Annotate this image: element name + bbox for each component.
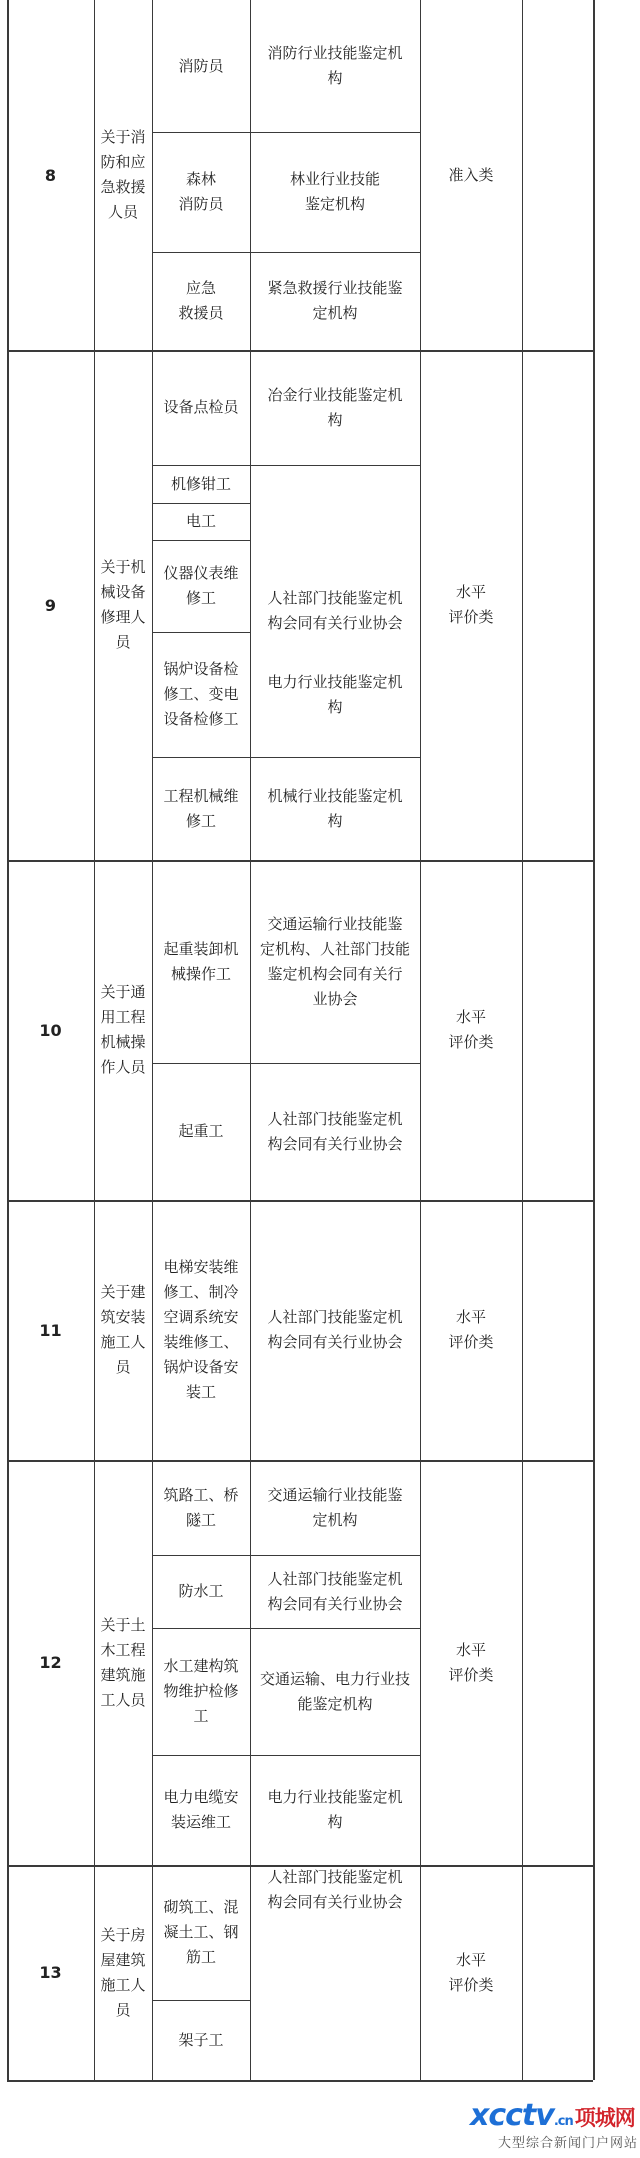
appraisal-agency-merged — [250, 465, 420, 757]
appraisal-agency-text: 冶金行业技能鉴定机 构 — [267, 385, 403, 429]
job-title-text: 起重装卸机 械操作工 — [163, 939, 239, 983]
row-category-text: 关于消 防和应 急救援 人员 — [100, 128, 146, 221]
appraisal-agency-merged-text: 人社部门技能鉴定机 构会同有关行业协会 — [267, 589, 403, 632]
job-title — [152, 503, 250, 540]
row-number-text: 12 — [39, 1653, 62, 1672]
appraisal-agency-text: 交通运输行业技能鉴 定机构、人社部门技能 鉴定机构会同有关行 业协会 — [259, 914, 410, 1008]
row-category — [94, 1865, 152, 2080]
row-number — [7, 0, 94, 350]
job-title-text: 筑路工、桥 隧工 — [163, 1485, 239, 1529]
row-category-text: 关于建 筑安装 施工人 员 — [100, 1283, 146, 1376]
row-category-text: 关于土 木工程 建筑施 工人员 — [100, 1615, 146, 1709]
job-title — [152, 2000, 250, 2080]
job-title — [152, 1460, 250, 1555]
qualification-type — [420, 860, 522, 1200]
qualification-type — [420, 1200, 522, 1460]
qualification-type — [420, 1865, 522, 2080]
row-category-text: 关于房 屋建筑 施工人 员 — [100, 1925, 146, 2019]
job-title — [152, 757, 250, 860]
row-number-text: 9 — [44, 595, 57, 615]
job-title-text: 机修钳工 — [170, 474, 231, 493]
row-number-text: 8 — [44, 165, 57, 185]
appraisal-agency — [250, 132, 420, 252]
appraisal-agency — [250, 1628, 420, 1755]
job-title-text: 工程机械维 修工 — [163, 786, 239, 830]
job-title-text: 设备点检员 — [163, 398, 239, 416]
table-border-right — [593, 0, 595, 2080]
appraisal-agency — [250, 1200, 420, 1460]
job-title — [152, 860, 250, 1063]
job-title — [152, 350, 250, 465]
row-category — [94, 860, 152, 1200]
appraisal-agency-text: 林业行业技能 鉴定机构 — [289, 170, 380, 213]
appraisal-agency — [250, 860, 420, 1063]
job-title — [152, 632, 250, 757]
job-title — [152, 1755, 250, 1865]
qualification-type-text: 水平 评价类 — [448, 1950, 494, 1994]
qualification-type-text: 水平 评价类 — [448, 583, 494, 626]
appraisal-agency-text: 电力行业技能鉴定机 构 — [267, 672, 403, 716]
watermark-tagline: 大型综合新闻门户网站 — [497, 2136, 638, 2151]
remarks-cell — [522, 860, 593, 1200]
job-title — [152, 465, 250, 503]
job-title-text: 应急 救援员 — [178, 279, 224, 322]
job-title-text: 砌筑工、混 凝土工、钢 筋工 — [163, 1898, 239, 1966]
appraisal-agency — [250, 1755, 420, 1865]
row-number-text: 10 — [39, 1020, 62, 1040]
qualification-type-text: 水平 评价类 — [448, 1640, 494, 1684]
job-title — [152, 252, 250, 350]
appraisal-agency — [250, 350, 420, 465]
remarks-cell — [522, 0, 593, 350]
job-title-text: 起重工 — [178, 1122, 224, 1140]
appraisal-agency — [250, 757, 420, 860]
remarks-cell — [522, 350, 593, 860]
row-number — [7, 1865, 94, 2080]
job-title — [152, 1555, 250, 1628]
watermark-logo — [470, 2100, 638, 2132]
row-category — [94, 1200, 152, 1460]
appraisal-agency-text: 机械行业技能鉴定机 构 — [267, 786, 403, 830]
job-title — [152, 0, 250, 132]
row-category — [94, 350, 152, 860]
job-title — [152, 1628, 250, 1755]
appraisal-agency-merged — [250, 1865, 420, 1915]
qualification-type-text: 水平 评价类 — [448, 1308, 494, 1351]
appraisal-agency-text: 紧急救援行业技能鉴 定机构 — [267, 279, 403, 322]
row-number — [7, 1200, 94, 1460]
row-number-text: 13 — [39, 1963, 62, 1982]
appraisal-agency-merged-text: 人社部门技能鉴定机 构会同有关行业协会 — [267, 1868, 403, 1911]
row-number — [7, 350, 94, 860]
appraisal-agency-text: 电力行业技能鉴定机 构 — [267, 1788, 403, 1831]
job-title — [152, 1063, 250, 1200]
row-category — [94, 1460, 152, 1865]
qualification-type-text: 准入类 — [448, 165, 494, 184]
row-number — [7, 1460, 94, 1865]
job-title — [152, 132, 250, 252]
job-title-text: 电力电缆安 装运维工 — [163, 1788, 239, 1831]
remarks-cell — [522, 1865, 593, 2080]
job-title-text: 防水工 — [178, 1582, 224, 1600]
remarks-cell — [522, 1200, 593, 1460]
job-title-text: 锅炉设备检 修工、变电 设备检修工 — [163, 660, 239, 728]
job-title — [152, 540, 250, 632]
appraisal-agency-text: 消防行业技能鉴定机 构 — [267, 44, 403, 87]
job-title-text: 森林 消防员 — [178, 170, 224, 213]
job-title-text: 架子工 — [178, 2030, 224, 2049]
job-title-text: 水工建构筑 物维护检修 工 — [163, 1657, 239, 1725]
row-category — [94, 0, 152, 350]
appraisal-agency — [250, 0, 420, 132]
row-category-text: 关于机 械设备 修理人 员 — [100, 558, 146, 651]
qualification-type-text: 水平 评价类 — [448, 1008, 494, 1051]
appraisal-agency-text: 人社部门技能鉴定机 构会同有关行业协会 — [267, 1109, 403, 1153]
appraisal-agency-text: 交通运输、电力行业技 能鉴定机构 — [259, 1669, 410, 1713]
appraisal-agency — [250, 252, 420, 350]
table-row-border — [7, 2080, 593, 2082]
watermark-logo-text: xcctv — [470, 2098, 554, 2133]
job-title-text: 电梯安装维 修工、制冷 空调系统安 装维修工、 锅炉设备安 装工 — [163, 1258, 239, 1401]
row-number-text: 11 — [39, 1320, 62, 1340]
watermark-logo-suffix: .cn — [553, 2114, 573, 2129]
job-title-text: 电工 — [185, 512, 216, 530]
qualification-type — [420, 350, 522, 860]
job-title-text: 仪器仪表维 修工 — [163, 564, 239, 607]
qualification-type — [420, 1460, 522, 1865]
appraisal-agency — [250, 1460, 420, 1555]
row-number — [7, 860, 94, 1200]
qualification-type — [420, 0, 522, 350]
appraisal-agency-text: 人社部门技能鉴定机 构会同有关行业协会 — [267, 1308, 403, 1351]
appraisal-agency — [250, 1063, 420, 1200]
job-title — [152, 1865, 250, 2000]
watermark-site-name: 项城网 — [574, 2106, 635, 2130]
remarks-cell — [522, 1460, 593, 1865]
appraisal-agency-text: 交通运输行业技能鉴 定机构 — [267, 1485, 403, 1529]
appraisal-agency-text: 人社部门技能鉴定机 构会同有关行业协会 — [267, 1569, 403, 1613]
row-category-text: 关于通 用工程 机械操 作人员 — [100, 983, 146, 1076]
appraisal-agency — [250, 1555, 420, 1628]
job-title — [152, 1200, 250, 1460]
job-title-text: 消防员 — [178, 56, 224, 75]
